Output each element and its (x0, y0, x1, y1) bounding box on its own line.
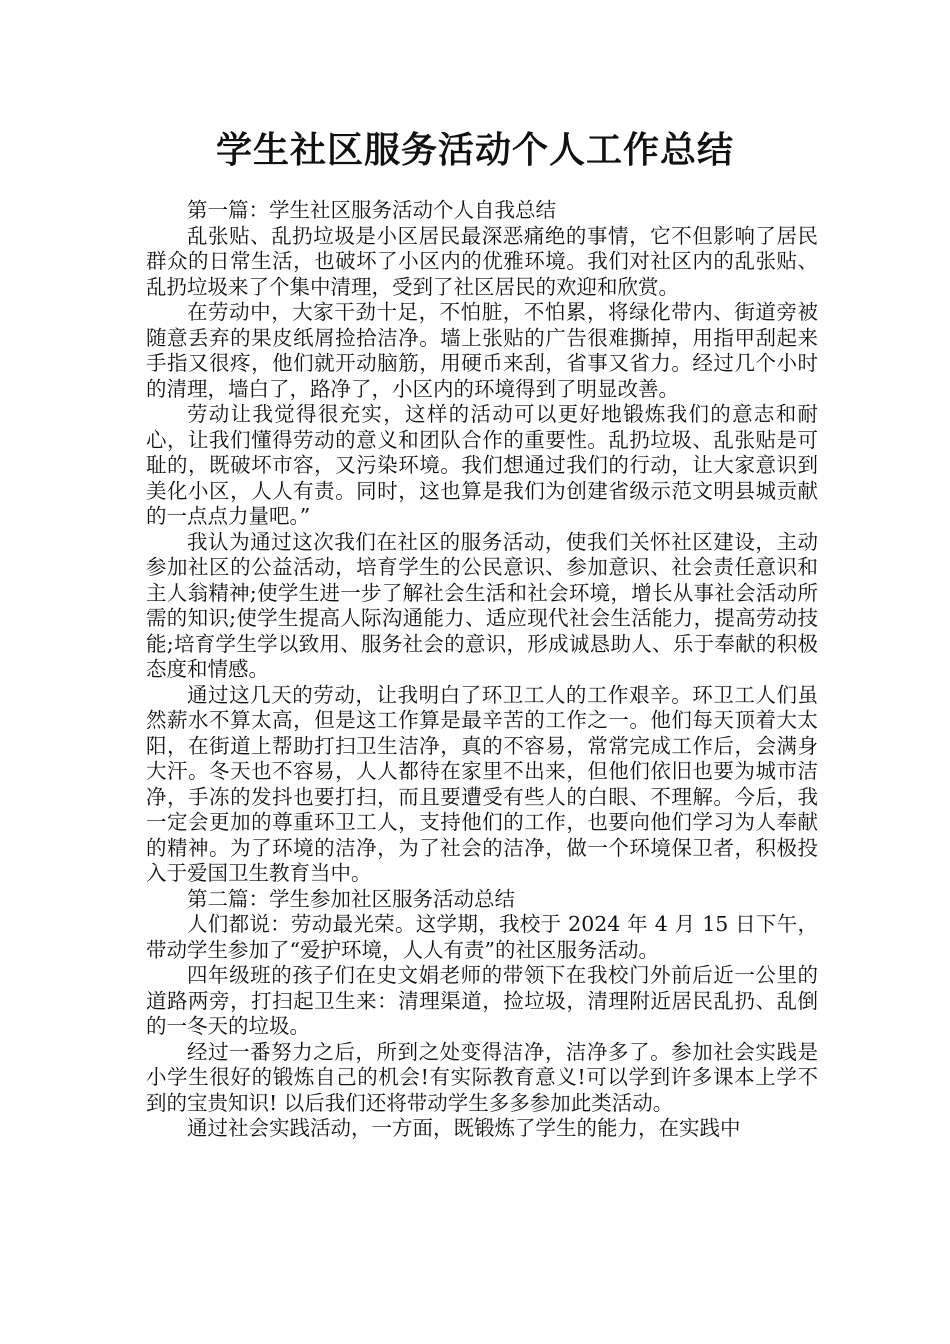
section-heading-2: 第二篇：学生参加社区服务活动总结 (187, 886, 515, 911)
document-title: 学生社区服务活动个人工作总结 (215, 130, 734, 171)
document-body (146, 198, 818, 1142)
paragraph: 人们都说：劳动最光荣。这学期，我校于 2024 年 4 月 15 日下午，带动学生参加了“爱护环境，人人有责”的社区服务活动。 (146, 912, 818, 962)
paragraph: 我认为通过这次我们在社区的服务活动，使我们关怀社区建设，主动参加社区的公益活动，培育学生的公民意识、参加意识、社会责任意识和主人翁精神;使学生进一步了解社会生活和社会环境，增长从事社会活动所需的知识;使学生提高人际沟通能力、适应现代社会生活能力，提高劳动技能;培育学生学以致用、服务社会的意识，形成诚恳助人、乐于奉献的积极态度和情感。 (146, 529, 818, 681)
paragraph: 四年级班的孩子们在史文娟老师的带领下在我校门外前后近一公里的道路两旁，打扫起卫生来：清理渠道，捡垃圾，清理附近居民乱扔、乱倒的一冬天的垃圾。 (146, 963, 818, 1038)
section-heading-1: 第一篇：学生社区服务活动个人自我总结 (187, 198, 556, 222)
paragraph: 经过一番努力之后，所到之处变得洁净，洁净多了。参加社会实践是小学生很好的锻炼自己的机会!有实际教育意义!可以学到许多课本上学不到的宝贵知识! 以后我们还将带动学生多多参加此类活动。 (146, 1039, 818, 1115)
paragraph: 乱张贴、乱扔垃圾是小区居民最深恶痛绝的事情，它不但影响了居民群众的日常生活，也破坏了小区内的优雅环境。我们对社区内的乱张贴、乱扔垃圾来了个集中清理，受到了社区居民的欢迎和欣赏。 (146, 223, 818, 299)
paragraph: 通过这几天的劳动，让我明白了环卫工人的工作艰辛。环卫工人们虽然薪水不算太高，但是这工作算是最辛苦的工作之一。他们每天顶着大太阳，在街道上帮助打扫卫生洁净，真的不容易，常常完成工作后，会满身大汗。冬天也不容易，人人都待在家里不出来，但他们依旧也要为城市洁净，手冻的发抖也要打扫，而且要遭受有些人的白眼、不理解。今后，我一定会更加的尊重环卫工人，支持他们的工作，也要向他们学习为人奉献的精神。为了环境的洁净，为了社会的洁净，做一个环境保卫者，积极投入于爱国卫生教育当中。 (146, 682, 818, 885)
paragraph: 通过社会实践活动，一方面，既锻炼了学生的能力，在实践中 (187, 1116, 741, 1140)
paragraph: 在劳动中，大家干劲十足，不怕脏，不怕累，将绿化带内、街道旁被随意丢弃的果皮纸屑捡拾洁净。墙上张贴的广告很难撕掉，用指甲刮起来手指又很疼，他们就开动脑筋，用硬币来刮，省事又省力。经过几个小时的清理，墙白了，路净了，小区内的环境得到了明显改善。 (146, 300, 818, 401)
paragraph: 劳动让我觉得很充实，这样的活动可以更好地锻炼我们的意志和耐心，让我们懂得劳动的意义和团队合作的重要性。乱扔垃圾、乱张贴是可耻的，既破坏市容，又污染环境。我们想通过我们的行动，让大家意识到美化小区，人人有责。同时，这也算是我们为创建省级示范文明县城贡献的一点点力量吧。” (146, 402, 818, 528)
